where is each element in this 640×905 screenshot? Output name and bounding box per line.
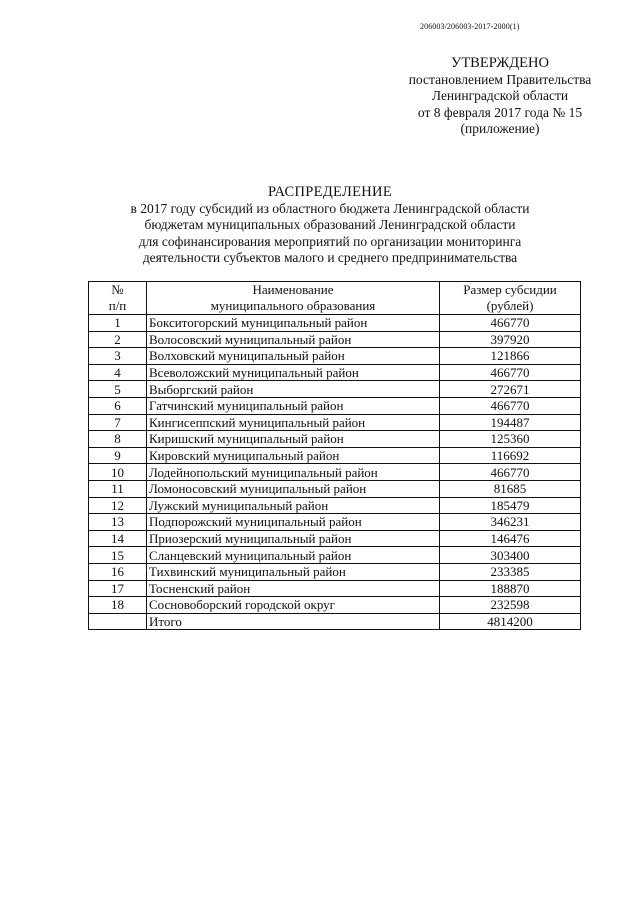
distribution-title: РАСПРЕДЕЛЕНИЕ — [268, 184, 392, 200]
cell-num: 13 — [89, 514, 147, 531]
cell-amount: 233385 — [440, 563, 581, 580]
approval-line: от 8 февраля 2017 года № 15 — [417, 104, 583, 120]
approval-line: (приложение) — [460, 121, 540, 136]
header-name — [147, 282, 440, 315]
distribution-line: для софинансирования мероприятий по организации мониторинга — [138, 233, 522, 249]
document-code: 206003/206003-2017-2000(1) — [420, 22, 520, 31]
table-row — [89, 431, 581, 448]
cell-num: 2 — [89, 331, 147, 348]
cell-amount: 146476 — [440, 530, 581, 547]
cell-name: Лужский муниципальный район — [147, 497, 440, 514]
header-num — [89, 282, 147, 315]
table-row — [89, 464, 581, 481]
distribution-line: в 2017 году субсидий из областного бюджета Ленинградской области — [130, 200, 530, 216]
approval-block — [380, 55, 620, 138]
cell-amount: 81685 — [440, 480, 581, 497]
cell-name: Кингисеппский муниципальный район — [147, 414, 440, 431]
table-row — [89, 480, 581, 497]
cell-name: Бокситогорский муниципальный район — [147, 315, 440, 332]
cell-amount: 125360 — [440, 431, 581, 448]
table-row — [89, 447, 581, 464]
cell-name: Кировский муниципальный район — [147, 447, 440, 464]
cell-num: 4 — [89, 364, 147, 381]
cell-amount: 466770 — [440, 315, 581, 332]
cell-num: 8 — [89, 431, 147, 448]
cell-num: 7 — [89, 414, 147, 431]
cell-name: Подпорожский муниципальный район — [147, 514, 440, 531]
cell-num: 9 — [89, 447, 147, 464]
cell-name: Волховский муниципальный район — [147, 348, 440, 365]
distribution-line: деятельности субъектов малого и среднего предпринимательства — [142, 250, 518, 265]
cell-name: Киришский муниципальный район — [147, 431, 440, 448]
header-num-line: № — [111, 282, 124, 297]
cell-num: 10 — [89, 464, 147, 481]
distribution-line: бюджетам муниципальных образований Ленинградской области — [144, 217, 516, 232]
header-amount — [440, 282, 581, 315]
table-row — [89, 315, 581, 332]
cell-name: Всеволожский муниципальный район — [147, 364, 440, 381]
table-header-row — [89, 282, 581, 315]
table-row — [89, 530, 581, 547]
cell-amount: 185479 — [440, 497, 581, 514]
approval-line: постановлением Правительства — [408, 71, 592, 87]
header-amount-line: Размер субсидии — [463, 282, 557, 297]
cell-num: 14 — [89, 530, 147, 547]
cell-num: 3 — [89, 348, 147, 365]
cell-amount: 188870 — [440, 580, 581, 597]
header-name-line: Наименование — [252, 282, 334, 297]
cell-num: 18 — [89, 597, 147, 614]
cell-num: 12 — [89, 497, 147, 514]
cell-name: Лодейнопольский муниципальный район — [147, 464, 440, 481]
cell-num: 5 — [89, 381, 147, 398]
cell-num: 1 — [89, 315, 147, 332]
approval-title: УТВЕРЖДЕНО — [451, 55, 549, 71]
cell-name: Итого — [147, 613, 440, 630]
table-row — [89, 381, 581, 398]
cell-num: 15 — [89, 547, 147, 564]
cell-amount: 397920 — [440, 331, 581, 348]
cell-amount: 116692 — [440, 447, 581, 464]
cell-amount: 346231 — [440, 514, 581, 531]
cell-num — [89, 613, 147, 630]
cell-amount: 194487 — [440, 414, 581, 431]
table-body — [89, 315, 581, 630]
cell-amount: 4814200 — [440, 613, 581, 630]
header-amount-line: (рублей) — [486, 298, 534, 313]
table-row — [89, 331, 581, 348]
table-row — [89, 364, 581, 381]
subsidy-table — [88, 281, 581, 630]
cell-amount: 466770 — [440, 364, 581, 381]
cell-name: Гатчинский муниципальный район — [147, 397, 440, 414]
table-row — [89, 580, 581, 597]
table-row — [89, 414, 581, 431]
table-row — [89, 597, 581, 614]
cell-name: Сланцевский муниципальный район — [147, 547, 440, 564]
table-row — [89, 497, 581, 514]
cell-amount: 466770 — [440, 397, 581, 414]
table-row — [89, 563, 581, 580]
table-total-row — [89, 613, 581, 630]
distribution-heading — [60, 184, 600, 267]
approval-line: Ленинградской области — [431, 88, 569, 103]
header-name-line: муниципального образования — [210, 298, 376, 313]
table-row — [89, 514, 581, 531]
cell-name: Тосненский район — [147, 580, 440, 597]
cell-amount: 303400 — [440, 547, 581, 564]
cell-amount: 272671 — [440, 381, 581, 398]
cell-amount: 232598 — [440, 597, 581, 614]
table-row — [89, 547, 581, 564]
cell-num: 16 — [89, 563, 147, 580]
cell-name: Выборгский район — [147, 381, 440, 398]
cell-amount: 121866 — [440, 348, 581, 365]
cell-num: 11 — [89, 480, 147, 497]
cell-name: Волосовский муниципальный район — [147, 331, 440, 348]
cell-name: Сосновоборский городской округ — [147, 597, 440, 614]
cell-name: Тихвинский муниципальный район — [147, 563, 440, 580]
cell-name: Приозерский муниципальный район — [147, 530, 440, 547]
cell-num: 17 — [89, 580, 147, 597]
cell-amount: 466770 — [440, 464, 581, 481]
table-row — [89, 348, 581, 365]
table-row — [89, 397, 581, 414]
cell-name: Ломоносовский муниципальный район — [147, 480, 440, 497]
cell-num: 6 — [89, 397, 147, 414]
header-num-line: п/п — [108, 298, 127, 313]
